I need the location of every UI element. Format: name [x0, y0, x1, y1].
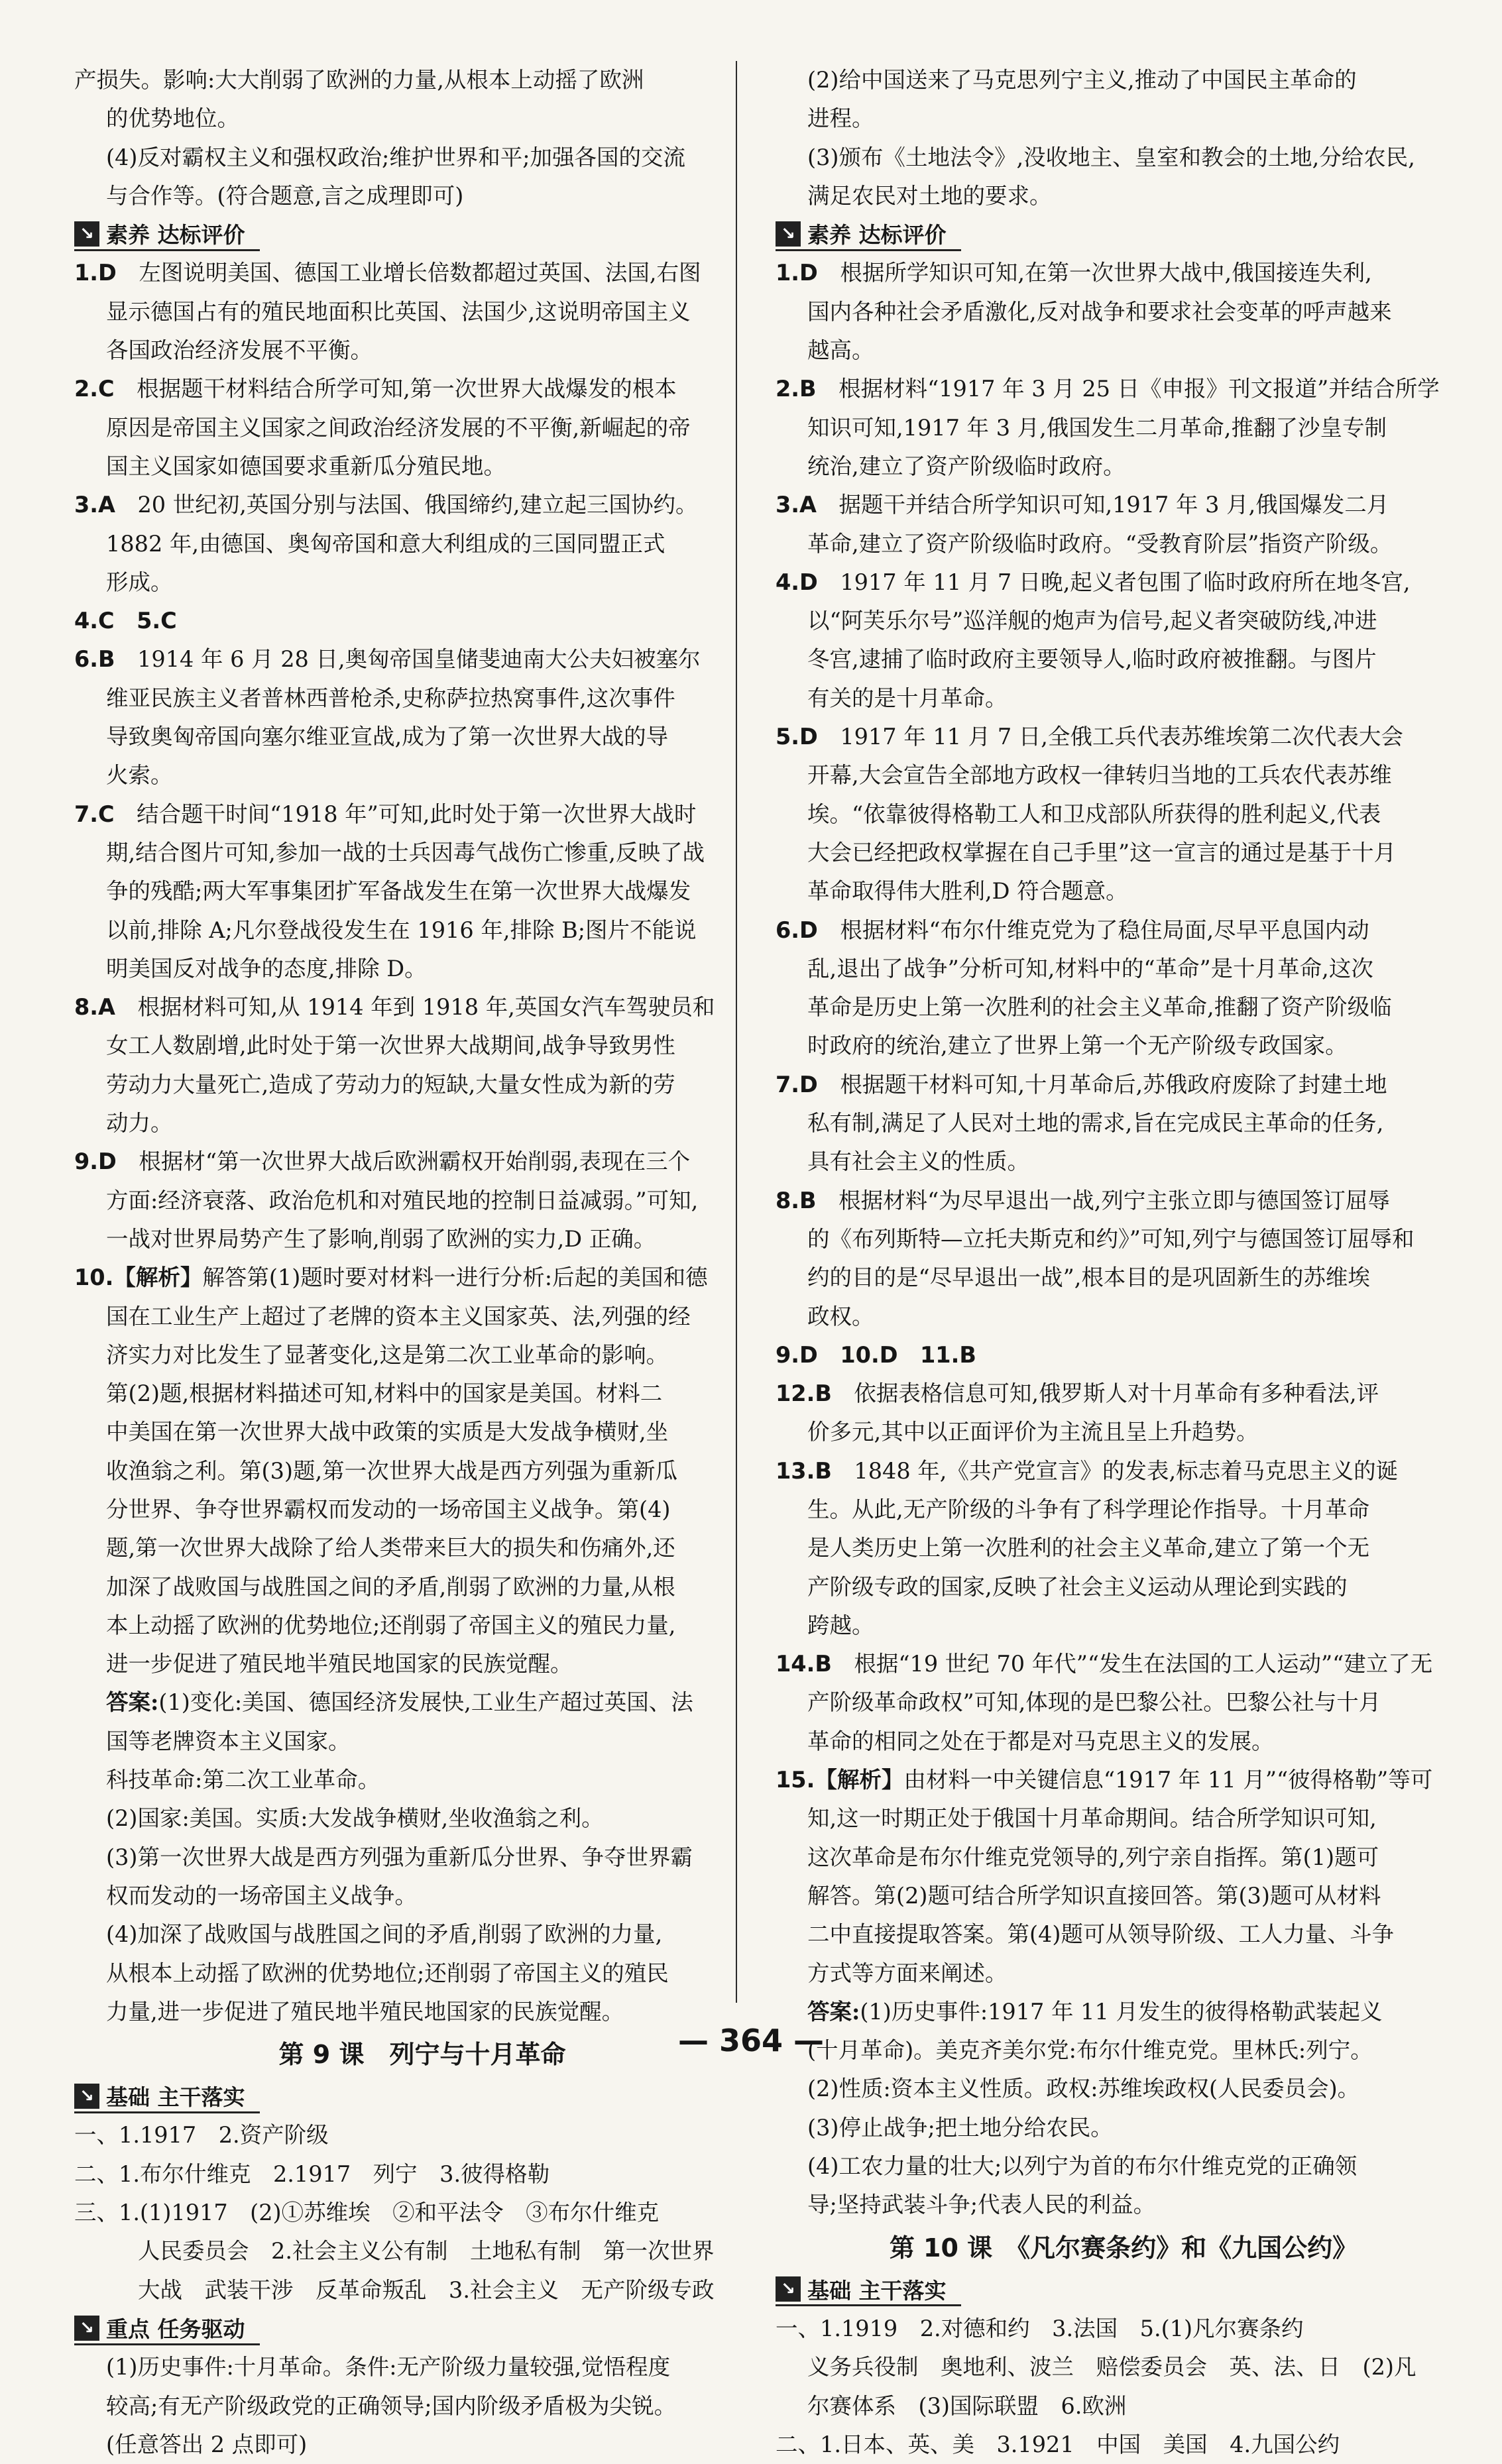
text-line: 的《布列斯特—立托夫斯克和约》”可知,列宁与德国签订屈辱和: [807, 1225, 1415, 1252]
text-line: 义务兵役制 奥地利、波兰 赔偿委员会 英、法、日 (2)凡: [807, 2354, 1416, 2380]
answer-item: [776, 1645, 1472, 1683]
text-line: 二中直接提取答案。第(4)题可从领导阶级、工人力量、斗争: [807, 1921, 1394, 1948]
text-line: 科技革命:第二次工业革命。: [106, 1767, 380, 1793]
answer-item: [776, 486, 1472, 524]
section-header: [74, 2310, 770, 2348]
text-line: 导致奥匈帝国向塞尔维亚宣战,成为了第一次世界大战的导: [106, 724, 669, 750]
answer-text: 解答第(1)题时要对材料一进行分析:后起的美国和德: [202, 1264, 708, 1291]
answer-text: 1917 年 11 月 7 日晚,起义者包围了临时政府所在地冬宫,: [840, 569, 1411, 595]
text-line: 具有社会主义的性质。: [807, 1148, 1029, 1175]
text-line: (任意答出 2 点即可): [106, 2431, 308, 2457]
answer-number: 4.D: [776, 569, 818, 595]
answer-number: 7.C: [74, 801, 115, 827]
check-icon: ↘: [74, 2316, 99, 2341]
section-title: 素养 达标评价: [106, 222, 245, 249]
answer-text: 据题干并结合所学知识可知,1917 年 3 月,俄国爆发二月: [838, 492, 1389, 518]
text-line: 尔赛体系 (3)国际联盟 6.欧洲: [807, 2392, 1127, 2419]
text-line: 开幕,大会宣告全部地方政权一律转归当地的工兵农代表苏维: [807, 762, 1392, 789]
text-line: 约的目的是“尽早退出一战”,根本目的是巩固新生的苏维埃: [807, 1264, 1370, 1291]
text-line: 一战对世界局势产生了影响,削弱了欧洲的实力,D 正确。: [106, 1225, 656, 1252]
text-line: (3)停止战争;把土地分给农民。: [807, 2114, 1113, 2141]
answer-number: 15.: [776, 1767, 815, 1793]
text-line: 国等老牌资本主义国家。: [106, 1728, 351, 1754]
text-line: 维亚民族主义者普林西普枪杀,史称萨拉热窝事件,这次事件: [106, 685, 675, 711]
text-line: 这次革命是布尔什维克党领导的,列宁亲自指挥。第(1)题可: [807, 1844, 1379, 1870]
text-line: 解答。第(2)题可结合所学知识直接回答。第(3)题可从材料: [807, 1882, 1381, 1909]
answer-number: 12.B: [776, 1380, 832, 1407]
text-line: 较高;有无产阶级政党的正确领导;国内阶级矛盾极为尖锐。: [106, 2392, 677, 2419]
text-line: 一、1.1919 2.对德和约 3.法国 5.(1)凡尔赛条约: [776, 2315, 1304, 2341]
text-line: 人民委员会 2.社会主义公有制 土地私有制 第一次世界: [138, 2238, 715, 2265]
answer-item: [776, 1452, 1472, 1490]
text-line: 加深了战败国与战胜国之间的矛盾,削弱了欧洲的力量,从根: [106, 1573, 675, 1600]
text-line: 革命,建立了资产阶级临时政府。“受教育阶层”指资产阶级。: [807, 530, 1393, 557]
text-line: 各国政治经济发展不平衡。: [106, 337, 373, 364]
answer-text: 根据题干材料可知,十月革命后,苏俄政府废除了封建土地: [840, 1071, 1387, 1097]
text-line: (4)工农力量的壮大;以列宁为首的布尔什维克党的正确领: [807, 2153, 1358, 2180]
answer-number: 5.D: [776, 724, 818, 750]
section-title: 素养 达标评价: [807, 222, 947, 249]
text-line: 以前,排除 A;凡尔登战役发生在 1916 年,排除 B;图片不能说: [106, 917, 697, 943]
text-line: 生。从此,无产阶级的斗争有了科学理论作指导。十月革命: [807, 1496, 1370, 1522]
answer-item: [776, 718, 1472, 756]
text-line: 乱,退出了战争”分析可知,材料中的“革命”是十月革命,这次: [807, 955, 1373, 981]
text-line: 革命是历史上第一次胜利的社会主义革命,推翻了资产阶级临: [807, 994, 1392, 1021]
answer-item: [74, 988, 770, 1027]
section-header: [776, 2271, 1472, 2310]
left-column: [74, 61, 770, 2464]
text-line: 二、1.日本、英、美 3.1921 中国 美国 4.九国公约: [776, 2431, 1340, 2457]
answer-number: 3.A: [776, 492, 817, 518]
answer-item: [74, 254, 770, 292]
text-line: 大战 武装干涉 反革命叛乱 3.社会主义 无产阶级专政: [138, 2276, 715, 2303]
answer-number: 8.A: [74, 994, 115, 1021]
text-line: 产损失。影响:大大削弱了欧洲的力量,从根本上动摇了欧洲: [74, 67, 644, 93]
text-line: 火索。: [106, 762, 173, 789]
answer-text: 1848 年,《共产党宣言》的发表,标志着马克思主义的诞: [854, 1457, 1399, 1484]
answer-number: 8.B: [776, 1187, 817, 1213]
answer-text: 根据材料“1917 年 3 月 25 日《申报》刊文报道”并结合所学: [838, 376, 1440, 402]
answer-item: [74, 795, 770, 834]
text-line: 显示德国占有的殖民地面积比英国、法国少,这说明帝国主义: [106, 298, 691, 325]
text-line: 三、1.(1)1917 (2)①苏维埃 ②和平法令 ③布尔什维克: [74, 2200, 660, 2226]
text-line: 统治,建立了资产阶级临时政府。: [807, 453, 1126, 479]
text-line: (2)给中国送来了马克思列宁主义,推动了中国民主革命的: [807, 67, 1357, 93]
answer-text: 根据材料“为尽早退出一战,列宁主张立即与德国签订屈辱: [838, 1187, 1390, 1213]
text-line: 革命取得伟大胜利,D 符合题意。: [807, 878, 1128, 905]
section-title: 重点 任务驱动: [106, 2316, 245, 2343]
answer-item: [776, 1066, 1472, 1104]
text-line: 有关的是十月革命。: [807, 685, 1008, 711]
text-line: 方式等方面来阐述。: [807, 1960, 1008, 1986]
text-line: 国主义国家如德国要求重新瓜分殖民地。: [106, 453, 506, 479]
answer-item: 4.C 5.C: [74, 608, 177, 634]
answer-item: [74, 486, 770, 524]
text-line: 私有制,满足了人民对土地的需求,旨在完成民主革命的任务,: [807, 1110, 1384, 1137]
text-line: (4)反对霸权主义和强权政治;维护世界和平;加强各国的交流: [106, 144, 686, 170]
answer-text: 1917 年 11 月 7 日,全俄工兵代表苏维埃第二次代表大会: [840, 724, 1403, 750]
answer-text: 根据“19 世纪 70 年代”“发生在法国的工人运动”“建立了无: [854, 1651, 1433, 1677]
text-line: 国内各种社会矛盾激化,反对战争和要求社会变革的呼声越来: [807, 298, 1392, 325]
text-line: (4)加深了战败国与战胜国之间的矛盾,削弱了欧洲的力量,: [106, 1921, 663, 1948]
section-title: 基础 主干落实: [807, 2277, 947, 2304]
text-line: 越高。: [807, 337, 874, 364]
text-line: 产阶级革命政权”可知,体现的是巴黎公社。巴黎公社与十月: [807, 1689, 1381, 1716]
answer-number: 13.B: [776, 1457, 832, 1484]
text-line: 导;坚持武装斗争;代表人民的利益。: [807, 2192, 1156, 2218]
text-line: 女工人数剧增,此时处于第一次世界大战期间,战争导致男性: [106, 1033, 675, 1059]
text-line: 进一步促进了殖民地半殖民地国家的民族觉醒。: [106, 1651, 573, 1677]
answer-text: 由材料一中关键信息“1917 年 11 月”“彼得格勒”等可: [903, 1767, 1433, 1793]
text-line: 产阶级专政的国家,反映了社会主义运动从理论到实践的: [807, 1573, 1348, 1600]
answer-text: 结合题干时间“1918 年”可知,此时处于第一次世界大战时: [137, 801, 697, 827]
answer-number: 10.: [74, 1264, 114, 1291]
right-column: [776, 61, 1472, 2464]
text-line: 革命的相同之处在于都是对马克思主义的发展。: [807, 1728, 1274, 1754]
text-line: 方面:经济衰落、政治危机和对殖民地的控制日益减弱。”可知,: [106, 1187, 699, 1213]
section-title: 基础 主干落实: [106, 2084, 245, 2111]
answer-number: 2.B: [776, 376, 817, 402]
text-line: 是人类历史上第一次胜利的社会主义革命,建立了第一个无: [807, 1535, 1370, 1561]
answer-item: 9.D 10.D 11.B: [776, 1341, 976, 1368]
answer-number: 1.D: [776, 260, 818, 286]
text-line: 收渔翁之利。第(3)题,第一次世界大战是西方列强为重新瓜: [106, 1457, 678, 1484]
text-line: 知,这一时期正处于俄国十月革命期间。结合所学知识可知,: [807, 1805, 1377, 1832]
answer-text: 根据材料“布尔什维克党为了稳住局面,尽早平息国内动: [840, 917, 1369, 943]
text-line: 跨越。: [807, 1612, 874, 1638]
answer-item: [74, 1143, 770, 1181]
text-line: 与合作等。(符合题意,言之成理即可): [106, 182, 464, 209]
section-header: [776, 215, 1472, 254]
answer-number: 6.D: [776, 917, 818, 943]
text-line: 劳动力大量死亡,造成了劳动力的短缺,大量女性成为新的劳: [106, 1071, 675, 1097]
text-line: 从根本上动摇了欧洲的优势地位;还削弱了帝国主义的殖民: [106, 1960, 669, 1986]
answer-number: 6.B: [74, 646, 115, 673]
answer-number: 9.D: [74, 1148, 117, 1175]
lesson-title: 第 9 课 列宁与十月革命: [278, 2040, 566, 2070]
answer-item: [776, 1182, 1472, 1220]
text-line: (2)性质:资本主义性质。政权:苏维埃政权(人民委员会)。: [807, 2076, 1360, 2102]
section-header: [74, 2078, 770, 2116]
text-line: (3)第一次世界大战是西方列强为重新瓜分世界、争夺世界霸: [106, 1844, 693, 1870]
answer-item: [776, 370, 1472, 408]
text-line: 的优势地位。: [106, 105, 239, 132]
answer-text: 根据材料可知,从 1914 年到 1918 年,英国女汽车驾驶员和: [137, 994, 715, 1021]
answer-item: [74, 640, 770, 679]
text-line: 期,结合图片可知,参加一战的士兵因毒气战伤亡惨重,反映了战: [106, 839, 705, 866]
answer-number: 7.D: [776, 1071, 818, 1097]
text-line: 争的残酷;两大军事集团扩军备战发生在第一次世界大战爆发: [106, 878, 691, 905]
text-line: 满足农民对土地的要求。: [807, 182, 1052, 209]
text-line: 权而发动的一场帝国主义战争。: [106, 1882, 417, 1909]
text-line: (2)国家:美国。实质:大发战争横财,坐收渔翁之利。: [106, 1805, 604, 1832]
analysis-label: 【解析】: [113, 1264, 203, 1291]
text-line: 1882 年,由德国、奥匈帝国和意大利组成的三国同盟正式: [106, 530, 665, 557]
text-line: 时政府的统治,建立了世界上第一个无产阶级专政国家。: [807, 1033, 1348, 1059]
answer-text: 依据表格信息可知,俄罗斯人对十月革命有多种看法,评: [854, 1380, 1379, 1407]
text-line: 价多元,其中以正面评价为主流且呈上升趋势。: [807, 1419, 1259, 1445]
text-line: 济实力对比发生了显著变化,这是第二次工业革命的影响。: [106, 1341, 669, 1368]
answer-text: (1)变化:美国、德国经济发展快,工业生产超过英国、法: [158, 1689, 693, 1716]
answer-number: 3.A: [74, 492, 115, 518]
check-icon: ↘: [776, 2276, 801, 2302]
text-line: 国在工业生产上超过了老牌的资本主义国家英、法,列强的经: [106, 1303, 691, 1329]
check-icon: ↘: [74, 221, 99, 247]
text-line: 二、1.布尔什维克 2.1917 列宁 3.彼得格勒: [74, 2160, 550, 2187]
text-line: 力量,进一步促进了殖民地半殖民地国家的民族觉醒。: [106, 1998, 624, 2025]
answer-item: [776, 563, 1472, 602]
answer-number: 14.B: [776, 1651, 832, 1677]
answer-text: 20 世纪初,英国分别与法国、俄国缔约,建立起三国协约。: [137, 492, 698, 518]
answer-text: 根据材“第一次世界大战后欧洲霸权开始削弱,表现在三个: [139, 1148, 691, 1175]
text-line: 形成。: [106, 569, 173, 595]
answer-text: (1)历史事件:1917 年 11 月发生的彼得格勒武装起义: [860, 1998, 1383, 2025]
analysis-label: 【解析】: [815, 1767, 904, 1793]
text-line: 题,第一次世界大战除了给人类带来巨大的损失和伤痛外,还: [106, 1535, 675, 1561]
section-header: [74, 215, 770, 254]
lesson-title: 第 10 课 《凡尔赛条约》和《九国公约》: [889, 2233, 1358, 2263]
text-line: 分世界、争夺世界霸权而发动的一场帝国主义战争。第(4): [106, 1496, 671, 1522]
text-line: 埃。“依靠彼得格勒工人和卫戍部队所获得的胜利起义,代表: [807, 801, 1381, 827]
answer-item: [776, 1374, 1472, 1413]
answer-text: 根据题干材料结合所学可知,第一次世界大战爆发的根本: [137, 376, 677, 402]
answer-number: 1.D: [74, 260, 117, 286]
answer-number: 2.C: [74, 376, 115, 402]
answer-item: [74, 1259, 770, 1297]
answer-item: [776, 911, 1472, 950]
page-number: — 364 —: [677, 2023, 825, 2058]
answer-text: 左图说明美国、德国工业增长倍数都超过英国、法国,右图: [139, 260, 701, 286]
answer-text: 根据所学知识可知,在第一次世界大战中,俄国接连失利,: [840, 260, 1372, 286]
text-line: 明美国反对战争的态度,排除 D。: [106, 955, 427, 981]
text-line: (十月革命)。美克齐美尔党:布尔什维克党。里林氏:列宁。: [807, 2037, 1373, 2064]
check-icon: ↘: [776, 221, 801, 247]
text-line: 原因是帝国主义国家之间政治经济发展的不平衡,新崛起的帝: [106, 414, 691, 441]
text-line: 中美国在第一次世界大战中政策的实质是大发战争横财,坐: [106, 1419, 669, 1445]
answer-label: 答案:: [106, 1689, 159, 1716]
text-line: 本上动摇了欧洲的优势地位;还削弱了帝国主义的殖民力量,: [106, 1612, 676, 1638]
text-line: (3)颁布《土地法令》,没收地主、皇室和教会的土地,分给农民,: [807, 144, 1415, 170]
text-line: 冬宫,逮捕了临时政府主要领导人,临时政府被推翻。与图片: [807, 646, 1377, 673]
text-line: 知识可知,1917 年 3 月,俄国发生二月革命,推翻了沙皇专制: [807, 414, 1387, 441]
answer-label: 答案:: [807, 1998, 860, 2025]
text-line: (1)历史事件:十月革命。条件:无产阶级力量较强,觉悟程度: [106, 2354, 671, 2380]
text-line: 第(2)题,根据材料描述可知,材料中的国家是美国。材料二: [106, 1380, 663, 1407]
check-icon: ↘: [74, 2084, 99, 2109]
text-line: 政权。: [807, 1303, 874, 1329]
answer-item: [74, 370, 770, 408]
answer-text: 1914 年 6 月 28 日,奥匈帝国皇储斐迪南大公夫妇被塞尔: [137, 646, 701, 673]
answer-item: [776, 254, 1472, 292]
answer-item: [776, 1761, 1472, 1799]
text-line: 以“阿芙乐尔号”巡洋舰的炮声为信号,起义者突破防线,冲进: [807, 608, 1377, 634]
text-line: 大会已经把政权掌握在自己手里”这一宣言的通过是基于十月: [807, 839, 1397, 866]
text-line: 动力。: [106, 1110, 173, 1137]
text-line: 进程。: [807, 105, 874, 132]
text-line: 一、1.1917 2.资产阶级: [74, 2122, 329, 2149]
